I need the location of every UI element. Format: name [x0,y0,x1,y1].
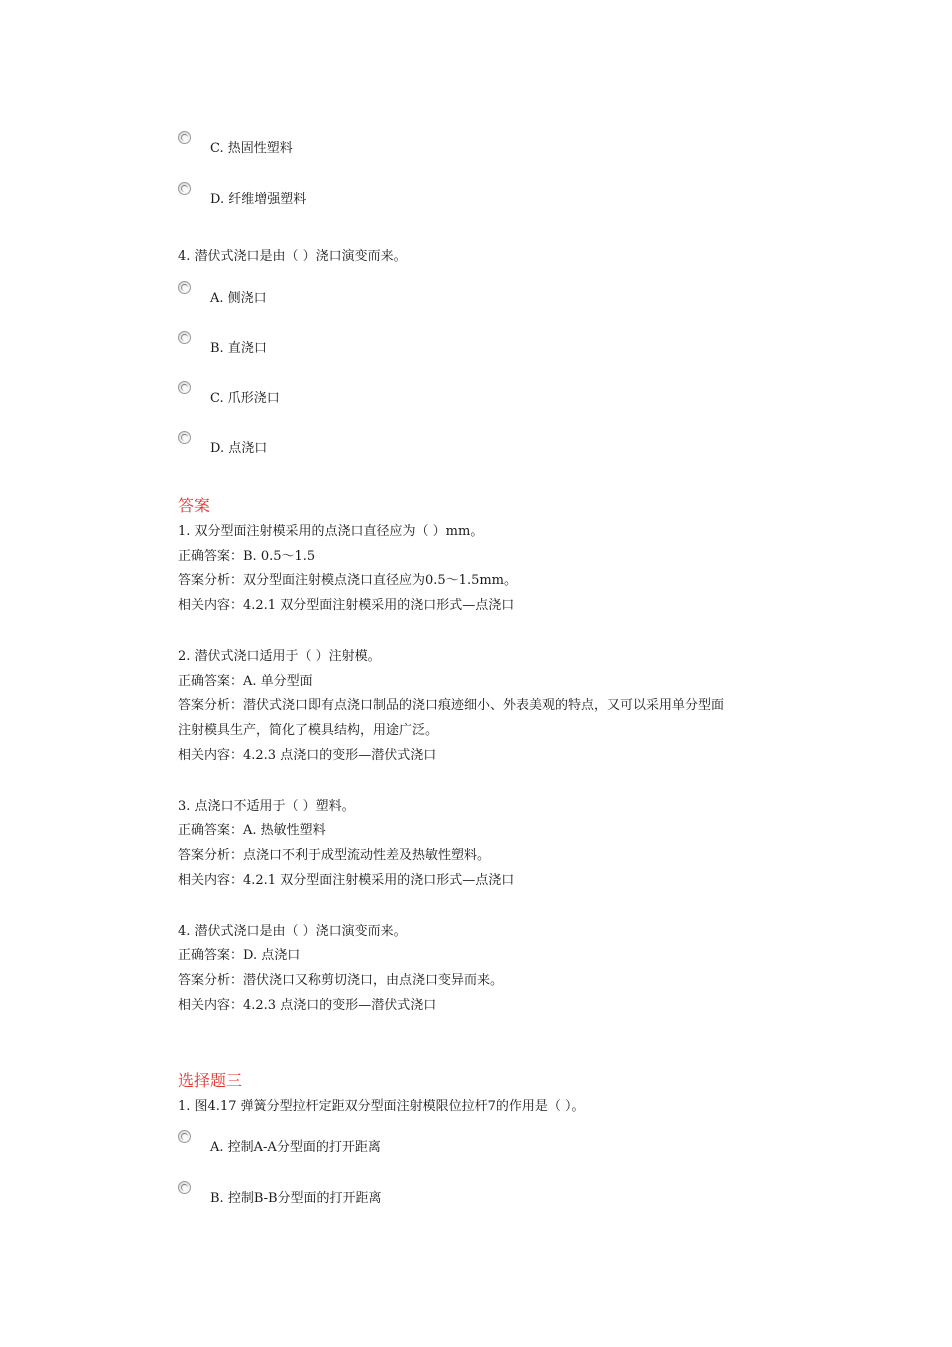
option-label: D. 纤维增强塑料 [210,192,307,207]
related-content: 相关内容：4.2.3 点浇口的变形—潜伏式浇口 [178,998,437,1013]
answer-question: 3. 点浇口不适用于（ ）塑料。 [178,799,355,814]
answer-analysis: 注射模具生产，简化了模具结构，用途广泛。 [178,723,439,738]
related-content: 相关内容：4.2.1 双分型面注射模采用的浇口形式—点浇口 [178,873,515,888]
answer-question: 2. 潜伏式浇口适用于（ ）注射模。 [178,649,381,664]
answers-heading: 答案 [178,496,211,515]
option-label: A. 侧浇口 [210,291,267,306]
radio-button[interactable] [178,182,191,195]
option-label: D. 点浇口 [210,441,268,456]
radio-button[interactable] [178,131,191,144]
correct-answer: 正确答案：D. 点浇口 [178,948,301,963]
answer-analysis: 答案分析：潜伏式浇口即有点浇口制品的浇口痕迹细小、外表美观的特点，又可以采用单分型面 [178,698,725,713]
radio-button[interactable] [178,1181,191,1194]
correct-answer: 正确答案：A. 热敏性塑料 [178,823,326,838]
option-label: B. 控制B-B分型面的打开距离 [210,1191,382,1206]
answer-question: 4. 潜伏式浇口是由（ ）浇口演变而来。 [178,924,407,939]
radio-button[interactable] [178,281,191,294]
radio-button[interactable] [178,381,191,394]
answer-analysis: 答案分析：潜伏浇口又称剪切浇口，由点浇口变异而来。 [178,973,504,988]
radio-button[interactable] [178,1130,191,1143]
option-label: C. 爪形浇口 [210,391,280,406]
option-label: B. 直浇口 [210,341,267,356]
radio-button[interactable] [178,331,191,344]
option-label: C. 热固性塑料 [210,141,293,156]
question-text: 4. 潜伏式浇口是由（ ）浇口演变而来。 [178,249,407,264]
related-content: 相关内容：4.2.3 点浇口的变形—潜伏式浇口 [178,748,437,763]
section-heading: 选择题三 [178,1071,243,1090]
correct-answer: 正确答案：A. 单分型面 [178,674,313,689]
correct-answer: 正确答案：B. 0.5～1.5 [178,549,316,564]
related-content: 相关内容：4.2.1 双分型面注射模采用的浇口形式—点浇口 [178,598,515,613]
answer-analysis: 答案分析：双分型面注射模点浇口直径应为0.5～1.5mm。 [178,573,518,588]
answer-question: 1. 双分型面注射模采用的点浇口直径应为（ ）mm。 [178,524,484,539]
question-text: 1. 图4.17 弹簧分型拉杆定距双分型面注射模限位拉杆7的作用是（ ）。 [178,1099,585,1114]
answer-analysis: 答案分析：点浇口不利于成型流动性差及热敏性塑料。 [178,848,491,863]
radio-button[interactable] [178,431,191,444]
option-label: A. 控制A-A分型面的打开距离 [210,1140,381,1155]
